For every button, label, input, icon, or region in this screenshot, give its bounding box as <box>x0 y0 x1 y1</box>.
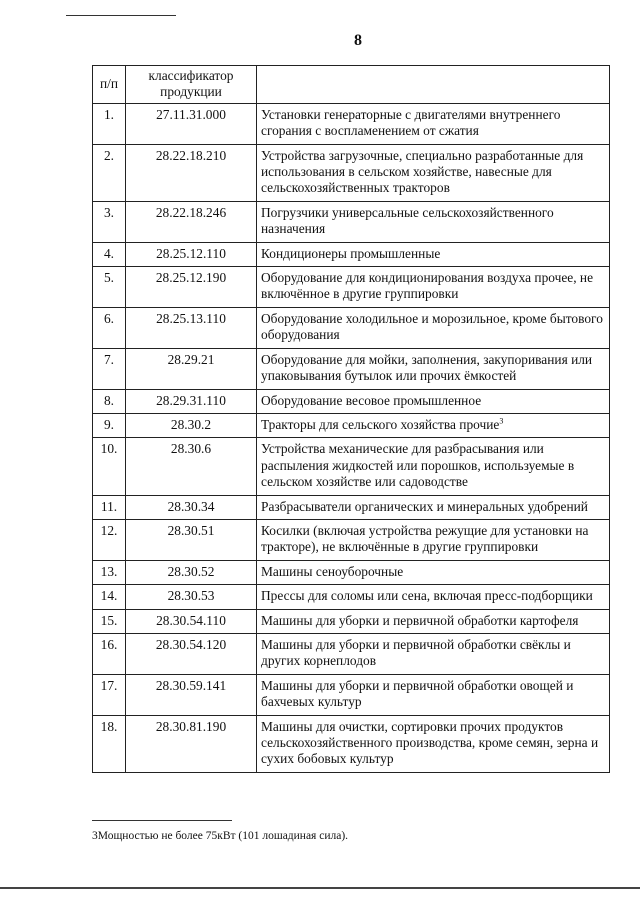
product-name <box>257 674 610 715</box>
product-name <box>257 560 610 584</box>
row-number: 10. <box>93 438 126 495</box>
table-row <box>93 348 610 389</box>
table-row <box>93 438 610 495</box>
product-name <box>257 307 610 348</box>
product-name <box>257 103 610 144</box>
product-name-text: Устройства загрузочные, специально разработанные для использования в сельском хозяйстве, навесные для сельскохозяйственных тракторов <box>261 147 584 196</box>
product-code: 28.30.54.120 <box>126 633 257 674</box>
row-number: 6. <box>93 307 126 348</box>
top-divider <box>66 15 176 16</box>
product-name-text: Кондиционеры промышленные <box>261 245 441 261</box>
product-name <box>257 267 610 308</box>
table-row <box>93 674 610 715</box>
table-row <box>93 609 610 633</box>
table-row <box>93 413 610 437</box>
footnote-divider <box>92 820 232 821</box>
table-row <box>93 519 610 560</box>
header-code: классификатор продукции <box>126 66 257 104</box>
product-name <box>257 348 610 389</box>
product-code: 28.30.53 <box>126 585 257 609</box>
row-number: 2. <box>93 144 126 201</box>
product-name <box>257 519 610 560</box>
product-name-text: Оборудование весовое промышленное <box>261 392 482 408</box>
product-code: 28.30.81.190 <box>126 715 257 772</box>
footnote: 3Мощностью не более 75кВт (101 лошадиная сила). <box>92 830 349 842</box>
header-num: п/п <box>93 66 126 104</box>
product-name <box>257 495 610 519</box>
row-number: 12. <box>93 519 126 560</box>
page-number: 8 <box>354 32 362 49</box>
product-code: 27.11.31.000 <box>126 103 257 144</box>
row-number: 8. <box>93 389 126 413</box>
product-code: 28.29.21 <box>126 348 257 389</box>
header-name <box>257 66 610 104</box>
row-number: 11. <box>93 495 126 519</box>
product-name-text: Машины для очистки, сортировки прочих продуктов сельскохозяйственного производства, кроме семян, зерна и сухих бобовых культур <box>261 718 599 767</box>
product-name <box>257 609 610 633</box>
product-name <box>257 413 610 437</box>
product-code: 28.30.2 <box>126 413 257 437</box>
table-row <box>93 715 610 772</box>
product-name <box>257 389 610 413</box>
product-code: 28.29.31.110 <box>126 389 257 413</box>
product-name-text: Оборудование для мойки, заполнения, закупоривания или упаковывания бутылок или прочих ёмкостей <box>261 351 593 384</box>
row-number: 1. <box>93 103 126 144</box>
product-code: 28.22.18.210 <box>126 144 257 201</box>
table-row <box>93 389 610 413</box>
product-name <box>257 438 610 495</box>
product-code: 28.30.59.141 <box>126 674 257 715</box>
product-code: 28.25.13.110 <box>126 307 257 348</box>
row-number: 15. <box>93 609 126 633</box>
product-code: 28.30.34 <box>126 495 257 519</box>
table-row <box>93 201 610 242</box>
row-number: 14. <box>93 585 126 609</box>
product-code: 28.30.52 <box>126 560 257 584</box>
product-name <box>257 242 610 266</box>
row-number: 3. <box>93 201 126 242</box>
table-row <box>93 560 610 584</box>
table-row <box>93 633 610 674</box>
product-code: 28.30.6 <box>126 438 257 495</box>
product-name-text: Оборудование холодильное и морозильное, кроме бытового оборудования <box>261 310 603 343</box>
row-number: 9. <box>93 413 126 437</box>
product-name-text: Машины сеноуборочные <box>261 563 404 579</box>
product-code: 28.25.12.110 <box>126 242 257 266</box>
table-body <box>93 103 610 772</box>
row-number: 17. <box>93 674 126 715</box>
table-row <box>93 103 610 144</box>
row-number: 16. <box>93 633 126 674</box>
footnote-marker: 3 <box>499 416 504 426</box>
row-number: 7. <box>93 348 126 389</box>
product-name <box>257 201 610 242</box>
product-name <box>257 144 610 201</box>
product-code: 28.30.51 <box>126 519 257 560</box>
row-number: 13. <box>93 560 126 584</box>
product-name-text: Машины для уборки и первичной обработки овощей и бахчевых культур <box>261 677 574 710</box>
product-name-text: Машины для уборки и первичной обработки картофеля <box>261 612 579 628</box>
row-number: 4. <box>93 242 126 266</box>
product-name <box>257 715 610 772</box>
table-row <box>93 144 610 201</box>
product-name <box>257 633 610 674</box>
table-row <box>93 267 610 308</box>
product-code: 28.22.18.246 <box>126 201 257 242</box>
table-row <box>93 307 610 348</box>
product-name-text: Прессы для соломы или сена, включая пресс-подборщики <box>261 588 593 604</box>
row-number: 18. <box>93 715 126 772</box>
product-name-text: Косилки (включая устройства режущие для установки на тракторе), не включённые в другие группировки <box>261 522 589 555</box>
row-number: 5. <box>93 267 126 308</box>
product-name-text: Машины для уборки и первичной обработки свёклы и других корнеплодов <box>261 636 571 669</box>
products-table <box>92 65 610 773</box>
table-row <box>93 242 610 266</box>
product-code: 28.25.12.190 <box>126 267 257 308</box>
product-name-text: Установки генераторные с двигателями внутреннего сгорания с воспламенением от сжатия <box>261 106 561 139</box>
product-name-text: Разбрасыватели органических и минеральных удобрений <box>261 498 588 514</box>
product-code: 28.30.54.110 <box>126 609 257 633</box>
bottom-divider <box>0 887 640 889</box>
table-row <box>93 495 610 519</box>
table-header-row <box>93 66 610 104</box>
product-name-text: Погрузчики универсальные сельскохозяйственного назначения <box>261 204 554 237</box>
product-name-text: Устройства механические для разбрасывания или распыления жидкостей или порошков, используемые в сельском хозяйстве или садоводстве <box>261 441 575 490</box>
table-row <box>93 585 610 609</box>
product-name <box>257 585 610 609</box>
product-name-text: Тракторы для сельского хозяйства прочие <box>261 416 500 432</box>
product-name-text: Оборудование для кондиционирования воздуха прочее, не включённое в другие группировки <box>261 270 594 302</box>
